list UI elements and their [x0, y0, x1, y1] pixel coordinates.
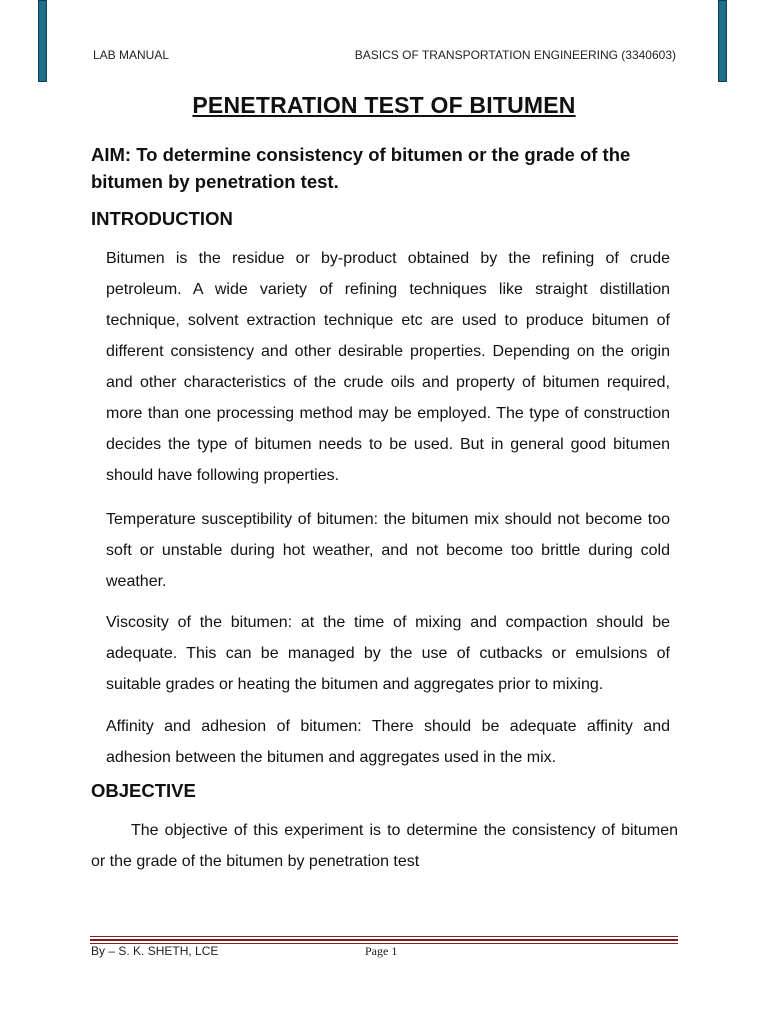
- right-margin-bar: [718, 0, 727, 82]
- objective-paragraph: The objective of this experiment is to determine the consistency of bitumen or the grade of the bitumen by penetration test: [91, 822, 678, 870]
- page-title: PENETRATION TEST OF BITUMEN: [192, 92, 576, 118]
- page-number: Page 1: [365, 944, 398, 958]
- objective-heading: OBJECTIVE: [91, 780, 196, 801]
- intro-paragraph-3: Viscosity of the bitumen: at the time of mixing and compaction should be adequate. This can be managed by the use of cutbacks or emulsions of suitable grades or heating the bitumen and aggregates prior to mixing.: [106, 614, 670, 693]
- aim-statement: AIM: To determine consistency of bitumen or the grade of the bitumen by penetration test.: [91, 144, 631, 192]
- left-margin-bar: [38, 0, 47, 82]
- intro-paragraph-1: Bitumen is the residue or by-product obtained by the refining of crude petroleum. A wide variety of refining techniques like straight distillation technique, solvent extraction technique etc are used to produce bitumen of different consistency and other desirable properties. Depending on the origin and other characteristics of the crude oils and property of bitumen required, more than one processing method may be employed. The type of construction decides the type of bitumen needs to be used. But in general good bitumen should have following properties.: [106, 250, 670, 484]
- intro-paragraph-2: Temperature susceptibility of bitumen: the bitumen mix should not become too soft or unstable during hot weather, and not become too brittle during cold weather.: [106, 511, 670, 590]
- header-right-text: BASICS OF TRANSPORTATION ENGINEERING (3340603): [354, 48, 676, 62]
- footer-rule-middle: [90, 939, 678, 941]
- footer-rule-top: [90, 936, 678, 937]
- introduction-heading: INTRODUCTION: [91, 208, 233, 229]
- header-left-text: LAB MANUAL: [93, 48, 170, 62]
- intro-paragraph-4: Affinity and adhesion of bitumen: There should be adequate affinity and adhesion between the bitumen and aggregates used in the mix.: [106, 718, 670, 766]
- footer-author: By – S. K. SHETH, LCE: [91, 944, 219, 958]
